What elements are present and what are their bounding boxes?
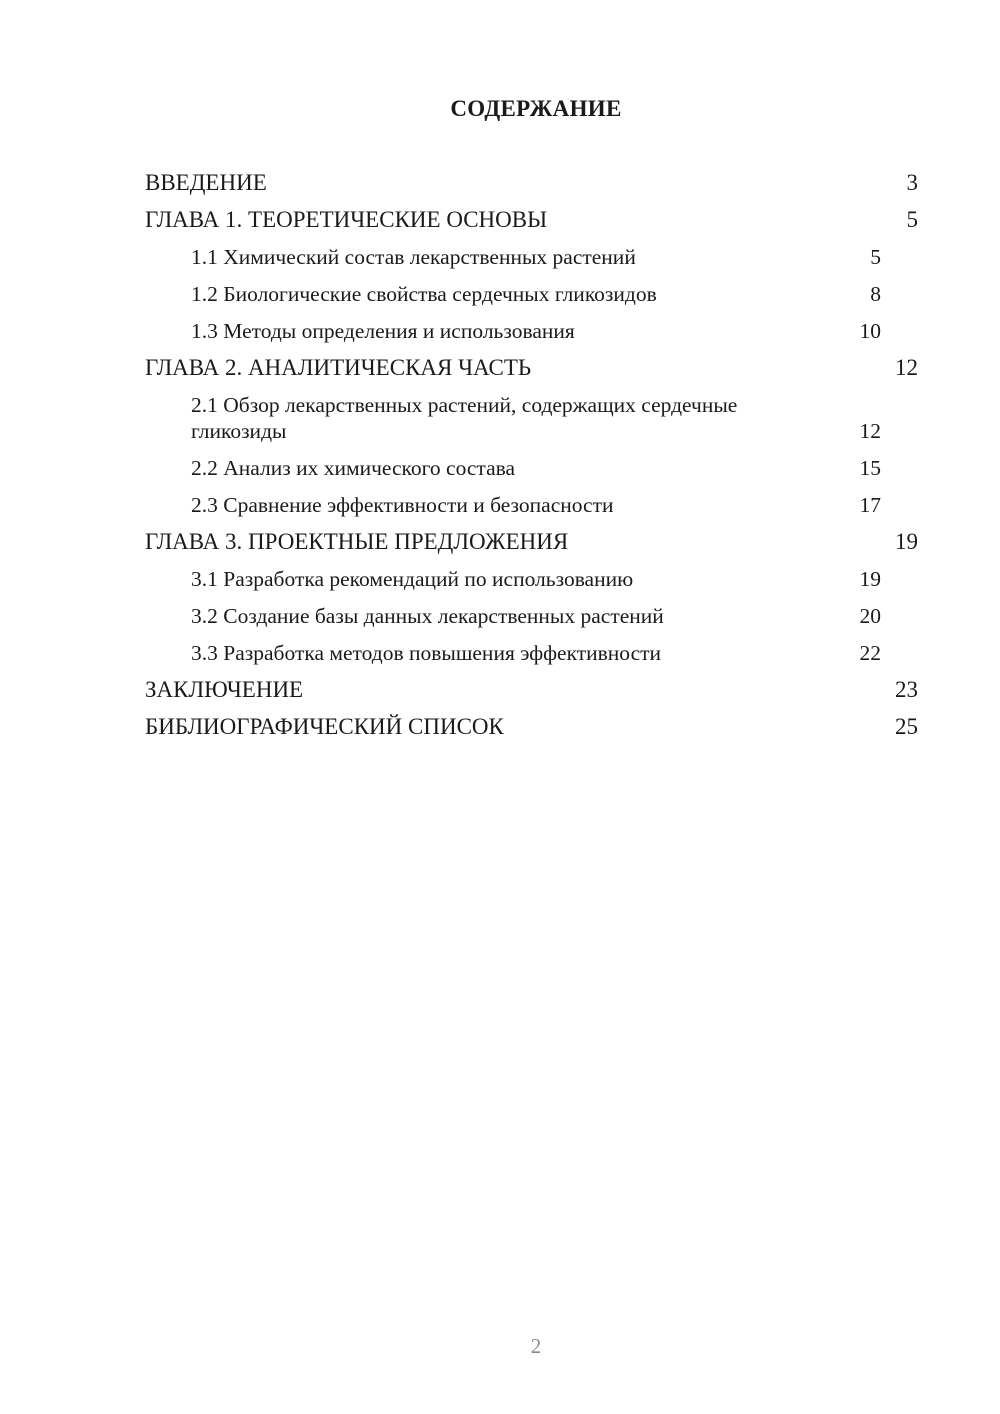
table-of-contents <box>145 170 918 751</box>
toc-entry <box>145 677 918 703</box>
toc-entry-page: 15 <box>859 456 881 480</box>
toc-subentry <box>145 318 918 344</box>
toc-subentry <box>145 281 918 307</box>
toc-entry-page: 12 <box>895 355 918 380</box>
toc-entry-label: ГЛАВА 3. ПРОЕКТНЫЕ ПРЕДЛОЖЕНИЯ <box>145 529 569 554</box>
toc-entry <box>145 529 918 555</box>
toc-subentry <box>145 244 918 270</box>
toc-subentry <box>145 492 918 518</box>
toc-entry-label: 3.2 Создание базы данных лекарственных растений <box>191 604 664 628</box>
toc-entry-page: 5 <box>906 207 918 232</box>
toc-entry-label: 1.3 Методы определения и использования <box>191 319 575 343</box>
toc-entry-page: 3 <box>906 170 918 195</box>
toc-entry-label: БИБЛИОГРАФИЧЕСКИЙ СПИСОК <box>145 714 504 739</box>
toc-entry-label: 1.2 Биологические свойства сердечных гликозидов <box>191 282 657 306</box>
toc-subentry <box>145 640 918 666</box>
toc-subentry <box>145 392 918 444</box>
toc-entry-page: 19 <box>895 529 918 554</box>
toc-entry-page: 25 <box>895 714 918 739</box>
toc-entry-label: 1.1 Химический состав лекарственных растений <box>191 245 636 269</box>
toc-entry-label: ГЛАВА 1. ТЕОРЕТИЧЕСКИЕ ОСНОВЫ <box>145 207 548 232</box>
toc-entry-page: 19 <box>859 567 881 591</box>
toc-entry <box>145 714 918 740</box>
toc-entry <box>145 170 918 196</box>
toc-entry <box>145 355 918 381</box>
toc-entry-page: 22 <box>859 641 881 665</box>
toc-subentry <box>145 603 918 629</box>
toc-entry-page: 12 <box>859 419 881 443</box>
toc-entry-label: ГЛАВА 2. АНАЛИТИЧЕСКАЯ ЧАСТЬ <box>145 355 532 380</box>
toc-entry-label: 3.1 Разработка рекомендаций по использованию <box>191 567 634 591</box>
toc-entry-label: ВВЕДЕНИЕ <box>145 170 267 195</box>
page-title: СОДЕРЖАНИЕ <box>450 96 622 121</box>
toc-entry-label: ЗАКЛЮЧЕНИЕ <box>145 677 304 702</box>
toc-entry-page: 17 <box>859 493 881 517</box>
toc-entry-label: 2.2 Анализ их химического состава <box>191 456 516 480</box>
toc-entry-label: 2.3 Сравнение эффективности и безопасности <box>191 493 614 517</box>
toc-entry-page: 20 <box>859 604 881 628</box>
toc-subentry <box>145 455 918 481</box>
toc-entry-page: 10 <box>859 319 881 343</box>
page-number: 2 <box>530 1334 542 1358</box>
toc-entry-page: 8 <box>870 282 881 306</box>
toc-entry <box>145 207 918 233</box>
toc-entry-page: 5 <box>870 245 881 269</box>
toc-entry-page: 23 <box>895 677 918 702</box>
toc-entry-label: 3.3 Разработка методов повышения эффективности <box>191 641 662 665</box>
toc-entry-label: 2.1 Обзор лекарственных растений, содержащих сердечные гликозиды <box>191 393 738 443</box>
toc-subentry <box>145 566 918 592</box>
